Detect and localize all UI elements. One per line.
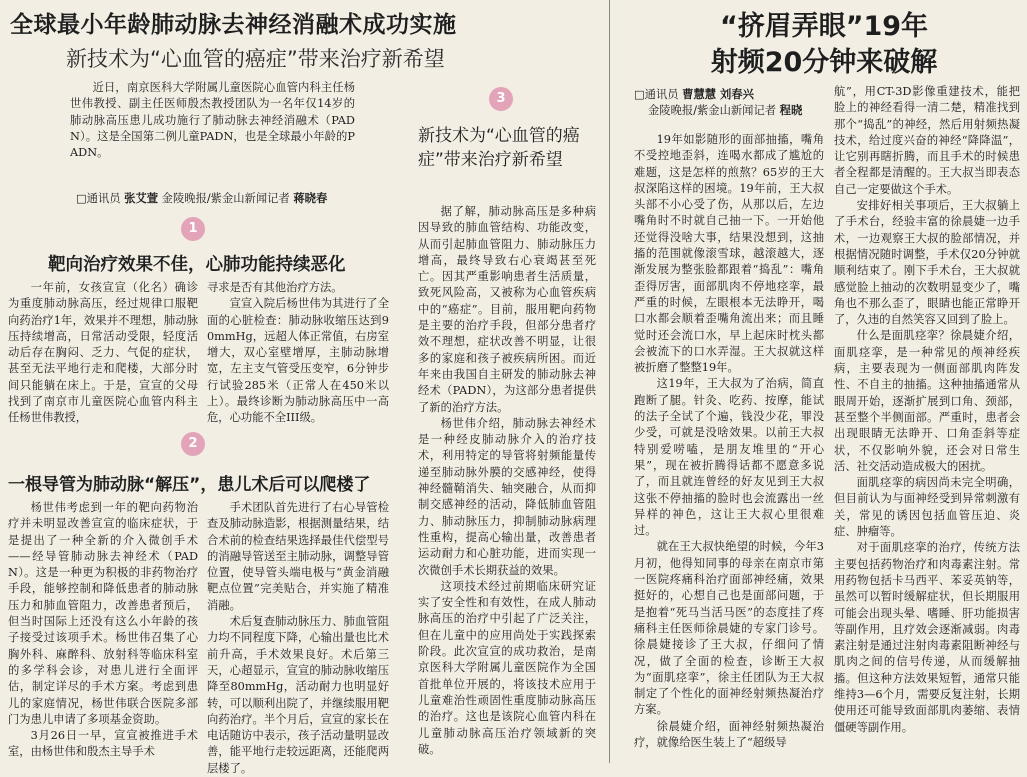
section-1-col-2 xyxy=(207,280,389,440)
section-2-col-2 xyxy=(207,500,389,775)
right-byline-2 xyxy=(648,102,802,118)
right-article-title-line-1: “挤眉弄眼”19年 xyxy=(719,11,929,42)
right-paragraph: 19年如影随形的面部抽搐，嘴角不受控地歪斜，连喝水都成了尴尬的难题，这是怎样的煎熬？65岁的王大叔深陷这样的困境。19年前，王大叔头部不小心受了伤，从那以后，左边嘴角时不时就自己抽一下。一开始他还觉得没啥大事，结果没想到，这抽搐的范围就像滚雪球，越滚越大，逐渐发展为整张脸都跟着“捣乱”：嘴角歪得厉害，面部肌肉不停地痉挛，最严重的时候，左眼根本无法睁开，喝口水都会顺着歪嘴角流出来；而且睡觉时还会流口水，早上起床时枕头都会被流下的口水弄湿。王大叔就这样被折磨了整整19年。 xyxy=(634,133,824,375)
right-article-title-line-2: 射频20分钟来破解 xyxy=(710,47,938,78)
section-3-paragraph: 杨世伟介绍，肺动脉去神经术是一种经皮肺动脉介入的治疗技术，利用特定的导管将射频能量传递至肺动脉外膜的交感神经，使得神经髓鞘消失、轴突融合，从而抑制交感神经的活动，降低肺血管阻力、肺动脉压力，抑制肺动脉病理性重构，提高心输出量，改善患者运动耐力和心脏功能，进而实现一次微创手术长期获益的效果。 xyxy=(418,416,596,577)
section-3-column xyxy=(418,204,596,763)
right-paragraph: 对于面肌痉挛的治疗，传统方法主要包括药物治疗和肉毒素注射。常用药物包括卡马西平、苯妥英钠等，虽然可以暂时缓解症状，但长期服用可能会出现头晕、嗜睡、肝功能损害等副作用，且疗效会逐渐减弱。肉毒素注射是通过注射肉毒素阻断神经与肌肉之间的信号传递，从而缓解抽搐。但这种方法效果短暂，通常只能维持3—6个月，需要反复注射，长期使用还可能导致面部肌肉萎缩、表情僵硬等副作用。 xyxy=(834,541,1020,734)
lead-paragraph: 近日，南京医科大学附属儿童医院心血管内科主任杨世伟教授、副主任医师殷杰教授团队为一名年仅14岁的肺动脉高压患儿成功施行了肺动脉去神经消融术（PADN）。这是全国第二例儿童PADN，也是全球最小年龄的PADN。 xyxy=(70,81,355,160)
right-byline-1 xyxy=(634,86,754,102)
byline-correspondent: 张艾萱 xyxy=(124,192,159,205)
section-2-paragraph: 3月26日一早，宣宣被推进手术室，由杨世伟和殷杰主导手术 xyxy=(8,729,198,759)
section-3-paragraph: 据了解，肺动脉高压是多种病因导致的肺血管结构、功能改变，从而引起肺血管阻力、肺动脉压力增高，最终导致右心衰竭甚至死亡。因其严重影响患者生活质量，致死风险高，又被称为心血管疾病中的“癌症”。目前，服用靶向药物是主要的治疗手段，但部分患者疗效不理想，症状改善不明显，让很多的家庭和孩子被疾病所困。而近年来由我国自主研发的肺动脉去神经术（PADN），为这部分患者提供了新的治疗方法。 xyxy=(418,205,596,414)
page-divider xyxy=(609,0,610,763)
section-2-paragraph: 术后复查肺动脉压力、肺血管阻力均不同程度下降，心输出量也比术前升高，手术效果良好。术后第三天，心超显示，宣宣的肺动脉收缩压降至80mmHg，活动耐力也明显好转，可以顺利出院了，并继续服用靶向药治疗。半个月后，宣宣的家长在电话随访中表示，孩子活动量明显改善，能平地行走较远距离，还能爬两层楼了。 xyxy=(207,615,389,775)
section-number-badge: 3 xyxy=(489,87,513,111)
byline-prefix: □通讯员 xyxy=(76,192,121,205)
section-2-col-1 xyxy=(8,500,198,763)
byline xyxy=(76,190,327,206)
right-paragraph: 安排好相关事项后，王大叔躺上了手术台，经验丰富的徐晨婕一边手术，一边观察王大叔的脸部情况，并根据情况随时调整，手术仅20分钟就顺利结束了。刚下手术台，王大叔就感觉脸上抽动的次数明显变少了，嘴角也不那么歪了，眼睛也能正常睁开了，久违的自然笑容又回到了脸上。 xyxy=(834,199,1020,327)
right-col-1 xyxy=(634,132,824,763)
section-1-paragraph: 宣宣入院后杨世伟为其进行了全面的心脏检查：肺动脉收缩压达到90mmHg，远超人体正常值，右房室增大，双心室壁增厚，主肺动脉增宽，左主支气管受压变窄，6分钟步行试验285米（正常人在450米以上）。最终诊断为肺动脉高压中一高危，心功能不全III级。 xyxy=(207,297,389,425)
section-1-col-1 xyxy=(8,280,198,425)
right-paragraph: 航”，用CT-3D影像重建技术，能把脸上的神经看得一清二楚，精准找到那个“捣乱”的神经，然后用射频热凝技术，给过度兴奋的神经“降降温”，让它别再瞎折腾，而且手术的时候患者全程都是清醒的。王大叔当即表态自己一定要做这个手术。 xyxy=(834,85,1020,196)
right-paragraph: 徐晨婕介绍，面神经射频热凝治疗，就像给医生装上了“超级导 xyxy=(634,719,824,749)
section-number-badge: 2 xyxy=(181,432,205,456)
byline-mid: 金陵晚报/紫金山新闻记者 xyxy=(648,104,777,117)
article-subtitle: 新技术为“心血管的癌症”带来治疗新希望 xyxy=(66,47,445,71)
section-1-paragraph: 寻求是否有其他治疗方法。 xyxy=(207,281,343,294)
right-paragraph: 就在王大叔快绝望的时候，今年3月初，他得知同事的母亲在南京市第一医院疼痛科治疗面部神经痛，效果挺好的，心想自己也是面部问题，于是抱着“死马当活马医”的态度挂了疼痛科主任医师徐晨婕的专家门诊号。徐晨婕接诊了王大叔，仔细问了情况，做了全面的检查，诊断王大叔为“面肌痉挛”，徐主任团队为王大叔制定了个性化的面神经射频热凝治疗方案。 xyxy=(634,540,824,717)
section-2-title: 一根导管为肺动脉“解压”，患儿术后可以爬楼了 xyxy=(8,475,371,495)
byline-names: 曹慧慧 刘春兴 xyxy=(682,88,754,101)
section-number-badge: 1 xyxy=(181,217,205,241)
byline-mid: 金陵晚报/紫金山新闻记者 xyxy=(161,192,290,205)
byline-reporter: 程晓 xyxy=(779,104,803,117)
byline-prefix: □通讯员 xyxy=(634,88,679,101)
section-2-paragraph: 杨世伟考虑到一年的靶向药物治疗并未明显改善宣宣的临床症状，于是提出了一种全新的介入微创手术——经导管肺动脉去神经术（PADN）。这是一种更为积极的非药物治疗手段，能够控制和降低患者的肺动脉压力和肺血管阻力，改善患者预后，但当时国际上还没有这么小年龄的孩子接受过该项手术。杨世伟召集了心胸外科、麻醉科、放射科等临床科室的多学科会诊，对患儿进行全面评估，制定详尽的手术方案。考虑到患儿的家庭情况，杨世伟联合医院多部门为患儿申请了多项基金资助。 xyxy=(8,501,198,726)
section-3-title: 新技术为“心血管的癌症”带来治疗新希望 xyxy=(418,126,580,170)
article-lead xyxy=(70,80,355,172)
right-paragraph: 这19年，王大叔为了治病，简直跑断了腿。针灸、吃药、按摩，能试的法子全试了个遍，钱没少花，罪没少受，可就是没啥效果。以前王大叔特别爱唠嗑，是朋友堆里的“开心果”，现在被折腾得话都不愿意多说了，而且就连曾经的好友见到王大叔这张不停抽搐的脸时也会流露出一丝异样的神色，这让王大叔心里很难过。 xyxy=(634,377,824,538)
right-paragraph: 面肌痉挛的病因尚未完全明确，但目前认为与面神经受到异常刺激有关，常见的诱因包括血管压迫、炎症、肿瘤等。 xyxy=(834,476,1020,539)
byline-reporter: 蒋晓春 xyxy=(293,192,328,205)
section-2-paragraph: 手术团队首先进行了右心导管检查及肺动脉造影，根据测量结果，结合术前的检查结果选择最佳代偿型号的消融导管送至主肺动脉，调整导管位置，使导管头端电极与“黄金消融靶点位置”完美贴合，并实施了精准消融。 xyxy=(207,501,389,612)
section-1-paragraph: 一年前，女孩宣宣（化名）确诊为重度肺动脉高压，经过规律口服靶向药治疗1年，效果并不理想，肺动脉压持续增高，日常活动受限，轻度活动后存在胸闷、乏力、气促的症状，甚至无法平地行走和爬楼，大部分时间只能躺在床上。于是，宣宣的父母找到了南京市儿童医院心血管内科主任杨世伟教授， xyxy=(8,281,198,425)
right-col-2 xyxy=(834,84,1020,763)
right-paragraph: 什么是面肌痉挛？徐晨婕介绍，面肌痉挛，是一种常见的颅神经疾病，主要表现为一侧面部肌肉阵发性、不自主的抽搐。这种抽搐通常从眼周开始，逐渐扩展到口角、颈部，甚至整个半侧面部。严重时，患者会出现眼睛无法睁开、口角歪斜等症状，不仅影响外貌，还会对日常生活、社交活动造成极大的困扰。 xyxy=(834,329,1020,473)
section-1-title: 靶向治疗效果不佳，心肺功能持续恶化 xyxy=(48,255,346,275)
section-3-paragraph: 这项技术经过前期临床研究证实了安全性和有效性，在成人肺动脉高压的治疗中引起了广泛关注，但在儿童中的应用尚处于实践探索阶段。此次宣宣的成功救治，是南京医科大学附属儿童医院作为全国首批单位开展的，将该技术应用于儿童难治性顽固性重度肺动脉高压的治疗。这也是该院心血管内科在儿童肺动脉高压治疗领域新的突破。 xyxy=(418,579,596,756)
article-title: 全球最小年龄肺动脉去神经消融术成功实施 xyxy=(10,12,457,38)
